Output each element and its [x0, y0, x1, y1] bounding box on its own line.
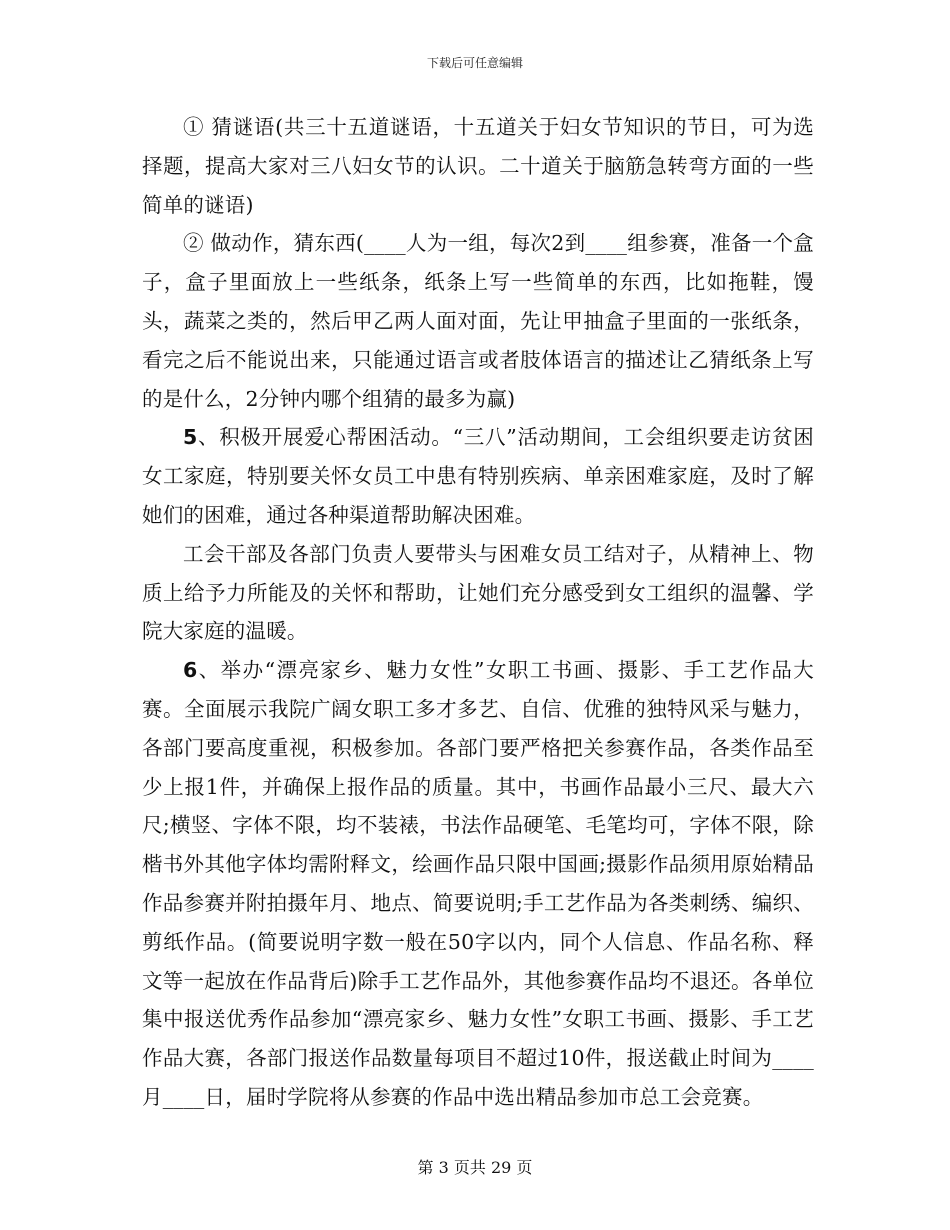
paragraph-text: 、积极开展爱心帮困活动。“三八”活动期间，工会组织要走访贫困女工家庭，特别要关怀女员工中患有特别疾病、单亲困难家庭，及时了解她们的困难，通过各种渠道帮助解决困难。 [142, 425, 814, 527]
paragraph-care-activity [142, 418, 814, 534]
page-header: 下载后可任意编辑 [426, 56, 523, 70]
paragraph-cadre-pairing [142, 535, 814, 651]
paragraph-text: ② 做动作，猜东西(____人为一组，每次2到____组参赛，准备一个盒子，盒子里面放上一些纸条，纸条上写一些简单的东西，比如拖鞋，馒头，蔬菜之类的，然后甲乙两人面对面，先让甲抽盒子里面的一张纸条，看完之后不能说出来，只能通过语言或者肢体语言的描述让乙猜纸条上写的是什么，2分钟内哪个组猜的最多为赢) [142, 231, 814, 411]
paragraph-guess-riddles [142, 108, 814, 224]
paragraph-text: ① 猜谜语(共三十五道谜语，十五道关于妇女节知识的节日，可为选择题，提高大家对三八妇女节的认识。二十道关于脑筋急转弯方面的一些简单的谜语) [142, 115, 814, 217]
section-number: 6 [183, 658, 198, 683]
paragraph-art-contest [142, 651, 814, 1117]
document-body [142, 108, 814, 1117]
section-number: 5 [183, 425, 198, 450]
page-number: 第 3 页共 29 页 [417, 1158, 533, 1177]
paragraph-text: 工会干部及各部门负责人要带头与困难女员工结对子，从精神上、物质上给予力所能及的关怀和帮助，让她们充分感受到女工组织的温馨、学院大家庭的温暖。 [142, 541, 814, 644]
paragraph-text: 、举办“漂亮家乡、魅力女性”女职工书画、摄影、手工艺作品大赛。全面展示我院广阔女职工多才多艺、自信、优雅的独特风采与魅力，各部门要高度重视，积极参加。各部门要严格把关参赛作品，各类作品至少上报1件，并确保上报作品的质量。其中，书画作品最小三尺、最大六尺;横竖、字体不限，均不装裱，书法作品硬笔、毛笔均可，字体不限，除楷书外其他字体均需附释文，绘画作品只限中国画;摄影作品须用原始精品作品参赛并附拍摄年月、地点、简要说明;手工艺作品为各类刺绣、编织、剪纸作品。(简要说明字数一般在50字以内，同个人信息、作品名称、释文等一起放在作品背后)除手工艺作品外，其他参赛作品均不退还。各单位集中报送优秀作品参加“漂亮家乡、魅力女性”女职工书画、摄影、手工艺作品大赛，各部门报送作品数量每项目不超过10件，报送截止时间为____月____日，届时学院将从参赛的作品中选出精品参加市总工会竞赛。 [142, 658, 814, 1109]
paragraph-act-and-guess [142, 224, 814, 418]
